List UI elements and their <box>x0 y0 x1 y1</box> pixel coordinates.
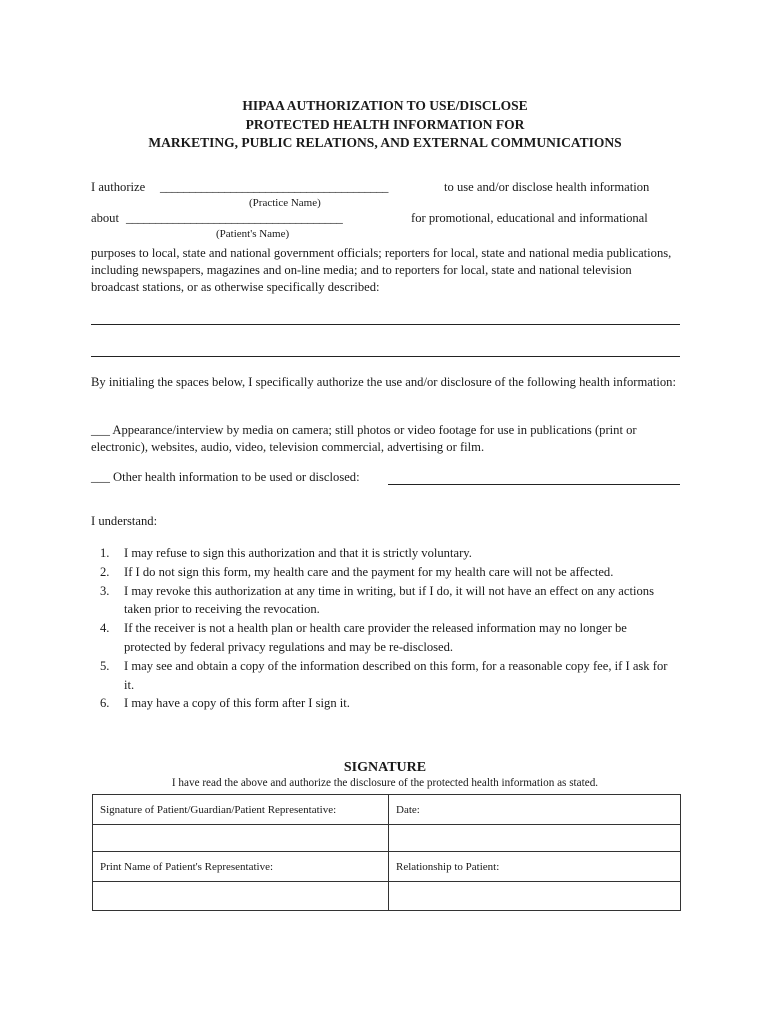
list-item: 3. I may revoke this authorization at any time in writing, but if I do, it will not have an effect on any actions taken prior to receiving the revocation. <box>100 583 654 617</box>
patient-name-field[interactable]: _____________________________________ <box>126 211 343 225</box>
initialing-intro: By initialing the spaces below, I specifically authorize the use and/or disclosure of the following health information: <box>91 375 676 389</box>
initial-option-media[interactable]: ___ Appearance/interview by media on camera; still photos or video footage for use in publications (print or electronic), websites, audio, video, television commercial, advertising or film. <box>91 423 637 454</box>
print-name-label: Print Name of Patient's Representative: <box>93 852 389 882</box>
signature-label: Signature of Patient/Guardian/Patient Representative: <box>93 795 389 825</box>
initial-option-other-label: ___ Other health information to be used or disclosed: <box>91 470 360 484</box>
title-line-2: PROTECTED HEALTH INFORMATION FOR <box>245 116 525 132</box>
date-label: Date: <box>389 795 681 825</box>
signature-statement: I have read the above and authorize the disclosure of the protected health information as stated. <box>171 777 599 789</box>
description-line-1[interactable] <box>91 324 680 325</box>
title-line-1: HIPAA AUTHORIZATION TO USE/DISCLOSE <box>242 98 528 113</box>
list-item: 1. I may refuse to sign this authorization and that it is strictly voluntary. <box>100 546 472 560</box>
description-line-2[interactable] <box>91 356 680 357</box>
form-title <box>0 97 770 153</box>
list-item: 6. I may have a copy of this form after I sign it. <box>100 696 350 711</box>
signature-table <box>92 794 681 911</box>
authorize-suffix: to use and/or disclose health information <box>444 180 650 194</box>
understand-heading: I understand: <box>91 514 158 528</box>
list-item: 5. I may see and obtain a copy of the information described on this form, for a reasonable copy fee, if I ask for it. <box>100 658 668 692</box>
other-information-field[interactable] <box>388 484 680 485</box>
list-item: 2. If I do not sign this form, my health care and the payment for my health care will not be affected. <box>100 564 614 579</box>
relationship-field[interactable] <box>389 882 681 911</box>
title-line-3: MARKETING, PUBLIC RELATIONS, AND EXTERNAL COMMUNICATIONS <box>148 135 622 150</box>
practice-name-caption: (Practice Name) <box>249 197 321 209</box>
patient-name-caption: (Patient's Name) <box>216 228 290 240</box>
signature-heading: SIGNATURE <box>343 760 427 775</box>
about-prefix: about <box>91 211 119 225</box>
about-suffix: for promotional, educational and informational <box>411 211 648 225</box>
authorize-prefix: I authorize <box>91 180 146 194</box>
purposes-paragraph: purposes to local, state and national government officials; reporters for local, state and national media publications, including newspapers, magazines and on-line media; and to reporters for local, state and national television broadcast stations, or as otherwise specifically described: <box>91 246 672 294</box>
practice-name-field[interactable]: _______________________________________ <box>160 180 389 194</box>
understand-list <box>91 544 671 713</box>
print-name-field[interactable] <box>93 882 389 911</box>
signature-field[interactable] <box>93 825 389 852</box>
relationship-label: Relationship to Patient: <box>389 852 681 882</box>
list-item: 4. If the receiver is not a health plan or health care provider the released information may no longer be protected by federal privacy regulations and may be re-disclosed. <box>100 621 627 654</box>
date-field[interactable] <box>389 825 681 852</box>
